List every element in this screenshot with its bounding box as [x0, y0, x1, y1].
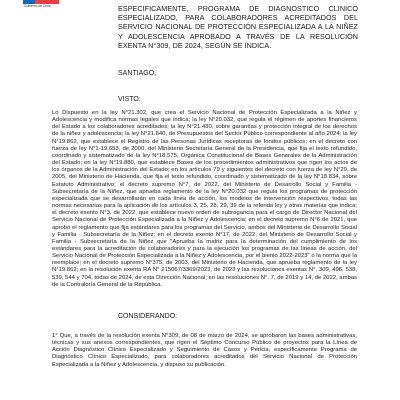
resolution-title: ESPECIFICAMENTE, PROGRAMA DE DIAGNOSTICO CLINICO ESPECIALIZADO, PARA COLABORADORES ACREDITADOS DEL SERVICIO NACIONAL DE PROTECCIÓN ESPECIALIZADA A LA NIÑEZ Y ADOLESCENCIA APROBADO A TRAVÉS DE LA RESOLUCIÓN EXENTA N°309, DE 2024, SEGÚN SE INDICA. [118, 4, 358, 50]
logo-caption: Gobierno de Chile [24, 4, 51, 8]
considerando-paragraph: 1° Que, a través de la resolución exenta N°309, de 08 de marzo de 2024, se aprobaron las bases administrativas, técnicas y sus anexos correspondientes, que rigen el Séptimo Concurso Público de proyectos para la Línea de Acción Diagnóstico Clínico Especializado y Seguimiento de Casos y Pericia, específicamente Programa de Diagnóstico Clínico Especializado, para colaboradores acreditados del Servicio Nacional de Protección Especializada a la Niñez y Adolescencia, y dispuso su publicación. [52, 333, 357, 368]
visto-paragraph: Lo Dispuesto en la ley N°21.302, que crea el Servicio Nacional de Protección Especializada a la Niñez y Adolescencia y modifica normas legales que indica; la ley N°20.032, que regula el régimen de aportes financieros del Estado a los colaboradores acreditados; la ley N°21.430, sobre garantías y protección integral de los derechos de la niñez y adolescencia; la ley N°21.640, de Presupuestos del Sector Público correspondiente al año 2024; la ley N°19.862, que establece el Registro de las Personas Jurídicas receptoras de fondos públicos; en el decreto con fuerza de ley N°1-19.653, de 2000, del Ministerio Secretaría General de la Presidencia, que fija el texto refundido, coordinado y sistematizado de la ley N°18.575, Orgánica Constitucional de Bases Generales de la Administración del Estado; en la ley N°19.880, que establece Bases de los procedimientos administrativos que rigen los actos de los órganos de la Administración del Estado; en los artículos 79 y siguientes del decreto con fuerza de ley N°29, de 2005, del Ministerio de Hacienda, que fija el texto refundido, coordinado y sistematizado de la ley N°18.834, sobre Estatuto Administrativo; el decreto supremo N°7, de 2022, del Ministerio de Desarrollo Social y Familia - Subsecretaría de la Niñez, que aprueba reglamento de la ley N°20.032 que regula los programas de protección especializada que se desarrollarán en cada línea de acción, los modelos de intervención respectivos, todas las normas necesarias para la aplicación de los artículos 3, 25, 28, 29, 39 de la referida ley y otras materias que indica; el decreto exento N°3, de 2022, que establece nuevo orden de subrogancia para el cargo de Director Nacional del Servicio Nacional de Protección Especializada a la Niñez y Adolescencia; en el decreto supremo N°6 de 2021, que aprobó el reglamento que fija estándares para los programas del Servicio, ambos del Ministerio de Desarrollo Social y Familia - Subsecretaría de la Niñez; en el decreto exento N°17, de 2022, del Ministerio de Desarrollo Social y Familia - Subsecretaría de la Niñez que "Aprueba la matriz para la determinación del cumplimiento de los estándares para la acreditación de colaboradores y para la ejecución los programas de las líneas de acción, del Servicio Nacional de Protección Especializada a la Niñez y Adolescencia, por el bienio 2022-2023" o la norma que la reemplace; en el decreto supremo N°375, de 2003, del Ministerio de Hacienda, que aprueba reglamento de la ley N°19.862; en la resolución exenta RA N° 215067/3369/2023, de 2023 y las resoluciones exentas N°. 309, 496, 538, 539, 544 y 704, todas de 2024, de esta Dirección Nacional; en las resoluciones N°. 7, de 2019 y 14, de 2022, ambas de la Contraloría General de la República. [52, 110, 357, 288]
gobierno-de-chile-logo [23, 0, 59, 10]
considerando-heading: CONSIDERANDO: [118, 313, 178, 320]
place-label: SANTIAGO, [118, 70, 157, 77]
visto-heading: VISTO: [118, 96, 141, 103]
